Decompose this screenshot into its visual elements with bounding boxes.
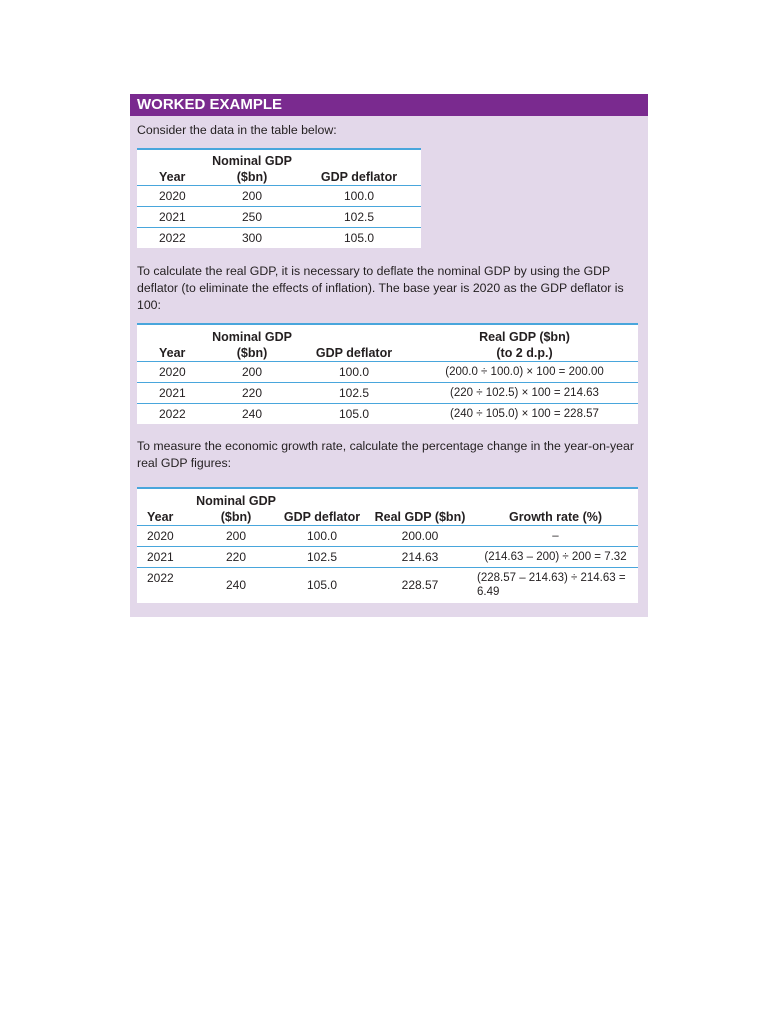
header-real-gdp: Real GDP ($bn) (to 2 d.p.) [479, 329, 570, 360]
growth-rate-explanation: To measure the economic growth rate, calculate the percentage change in the year-on-year real GDP figures: [137, 439, 634, 470]
table-row: 2022 240 105.0 (240 ÷ 105.0) × 100 = 228.57 [137, 403, 638, 424]
table-row: 2021 220 102.5 214.63 (214.63 – 200) ÷ 200 = 7.32 [137, 546, 638, 567]
intro-text: Consider the data in the table below: [137, 123, 337, 137]
table-row: 2022 300 105.0 [137, 227, 421, 248]
header-year: Year [159, 345, 186, 360]
worked-example-box [130, 94, 648, 617]
header-nominal-gdp: Nominal GDP ($bn) [212, 153, 292, 184]
table-row: 2020 200 100.0 [137, 185, 421, 206]
table-row: 2022 240 105.0 228.57 (228.57 – 214.63) ÷ 214.63 = 6.49 [137, 567, 638, 603]
header-gdp-deflator: GDP deflator [315, 345, 393, 360]
header-real-gdp: Real GDP ($bn) [374, 509, 466, 524]
table-growth-rate [137, 487, 638, 603]
table-row: 2021 250 102.5 [137, 206, 421, 227]
table-row: 2021 220 102.5 (220 ÷ 102.5) × 100 = 214.63 [137, 382, 638, 403]
real-gdp-explanation: To calculate the real GDP, it is necessary to deflate the nominal GDP by using the GDP deflator (to eliminate the effects of inflation). The base year is 2020 as the GDP deflator is 100: [137, 264, 624, 312]
table-row: 2020 200 100.0 200.00 – [137, 525, 638, 546]
header-growth-rate: Growth rate (%) [508, 509, 603, 524]
header-year: Year [147, 509, 174, 524]
header-nominal-gdp: Nominal GDP ($bn) [196, 493, 276, 524]
table-nominal-gdp [137, 148, 421, 248]
table-row: 2020 200 100.0 (200.0 ÷ 100.0) × 100 = 200.00 [137, 361, 638, 382]
table-real-gdp [137, 323, 638, 424]
header-gdp-deflator: GDP deflator [320, 169, 398, 184]
worked-example-banner: WORKED EXAMPLE [130, 94, 648, 116]
header-nominal-gdp: Nominal GDP ($bn) [212, 329, 292, 360]
header-gdp-deflator: GDP deflator [283, 509, 361, 524]
header-year: Year [159, 169, 186, 184]
